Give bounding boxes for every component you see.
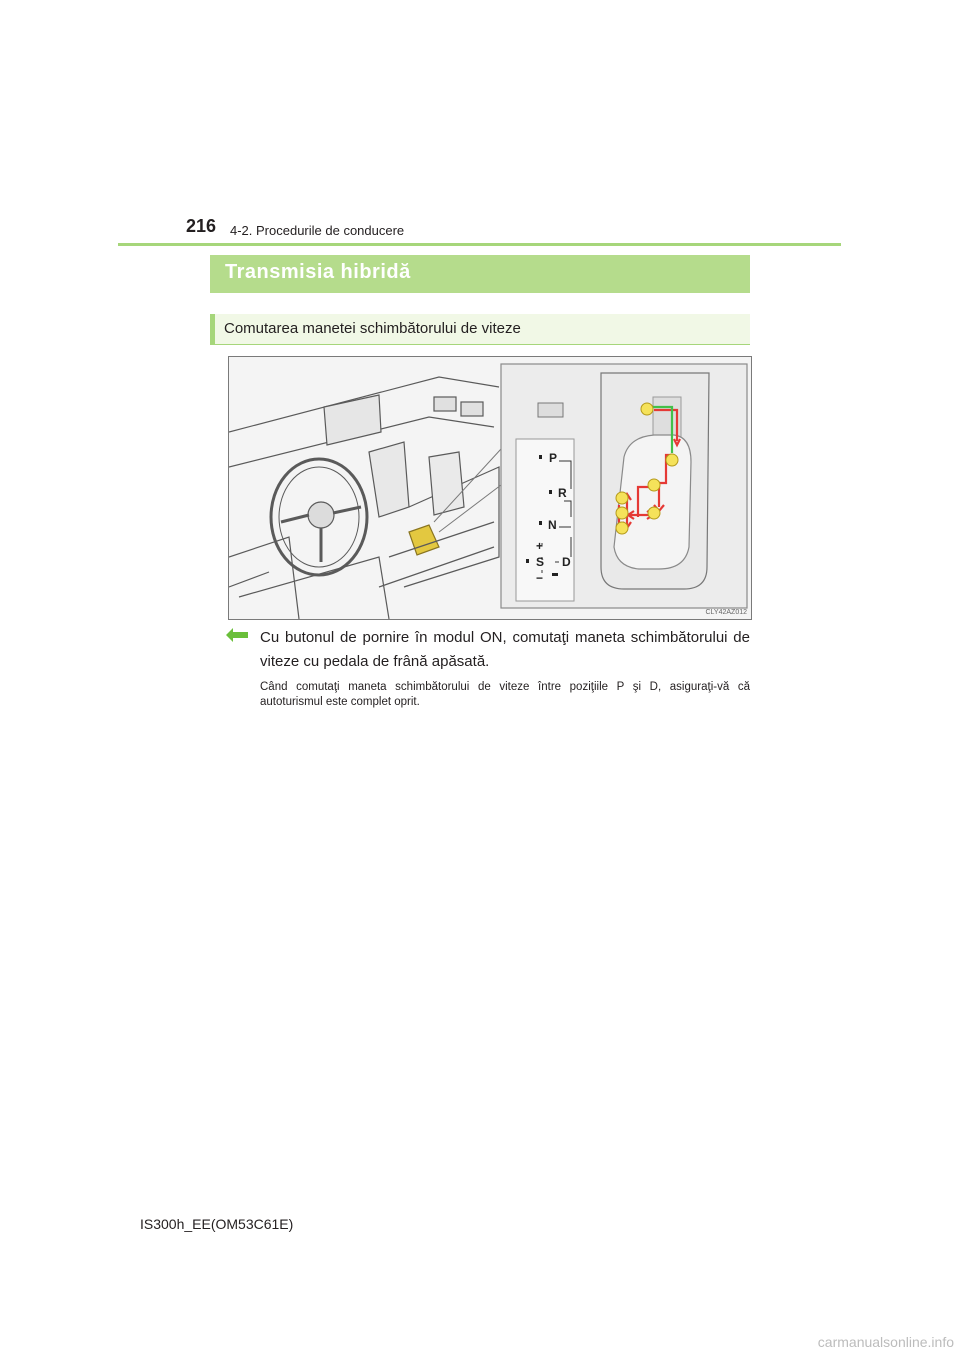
footer-watermark: carmanualsonline.info	[817, 1334, 954, 1350]
body-note: Când comutaţi maneta schimbătorului de viteze între poziţiile P şi D, asiguraţi-vă că autoturismul este complet oprit.	[260, 681, 750, 708]
footer-model-code: IS300h_EE(OM53C61E)	[140, 1216, 294, 1232]
subtitle-bar	[210, 314, 750, 345]
figure-code: CLY42AZ012	[705, 609, 747, 616]
section-header: 4-2. Procedurile de conducere	[230, 223, 405, 238]
shift-panel-slot	[538, 403, 563, 417]
car-interior-sketch	[229, 377, 499, 619]
shift-label-minus: −	[536, 571, 544, 585]
shift-label-r: R	[558, 486, 567, 500]
shift-indicator-panel	[516, 439, 574, 601]
shift-label-plus: +	[536, 539, 544, 553]
illustration	[228, 356, 752, 620]
shift-label-s: S	[536, 555, 545, 569]
subtitle-accent	[210, 314, 215, 344]
title-bar	[210, 255, 750, 293]
shift-label-p: P	[549, 451, 558, 465]
page-number: 216	[186, 216, 217, 236]
body-instruction: Cu butonul de pornire în modul ON, comutaţi maneta schimbătorului de viteze cu pedala de frână apăsată.	[260, 629, 750, 670]
shift-lever-illustration	[229, 357, 751, 619]
shift-label-d: D	[562, 555, 571, 569]
subtitle-text: Comutarea manetei schimbătorului de viteze	[224, 320, 521, 337]
shift-label-n: N	[548, 518, 557, 532]
page-title: Transmisia hibridă	[225, 261, 411, 283]
header-rule	[118, 243, 841, 246]
arrow-left-icon	[226, 628, 248, 642]
